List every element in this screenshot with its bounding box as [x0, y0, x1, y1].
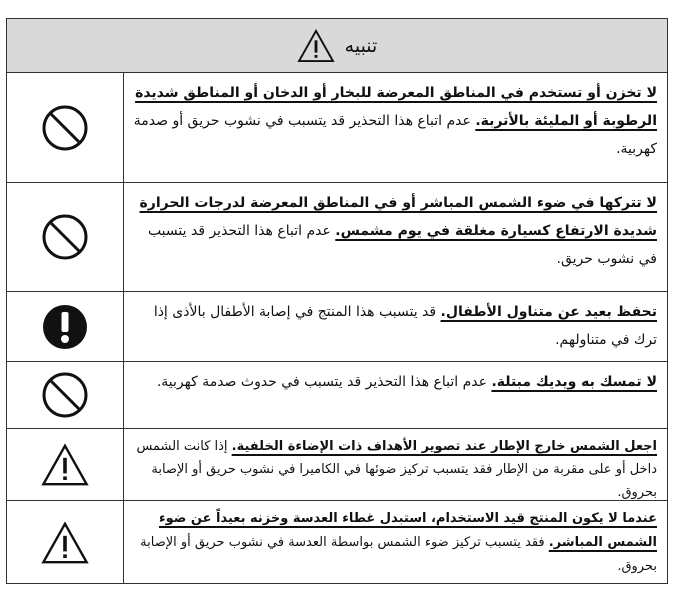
- row-text: [131, 435, 657, 504]
- row-text: [131, 298, 657, 354]
- caution-row: [7, 73, 667, 182]
- row-normal-text: عدم اتباع هذا التحذير قد يتسبب في حدوث صدمة كهربية.: [156, 374, 492, 390]
- row-bold-text: عندما لا يكون المنتج قيد الاستخدام، استبدل غطاء العدسة وخزنه بعيداً عن ضوء الشمس المباشر.: [159, 511, 657, 550]
- row-normal-text: فقد يتسبب تركيز ضوء الشمس بواسطة العدسة في نشوب حريق أو الإصابة بحروق.: [140, 535, 657, 574]
- prohibition-icon: [40, 103, 90, 153]
- prohibition-icon: [40, 370, 90, 420]
- row-bold-text: تحفظ بعيد عن متناول الأطفال.: [440, 304, 657, 320]
- row-bold-text: لا تمسك به ويديك مبتلة.: [491, 374, 657, 390]
- row-text: [131, 189, 657, 273]
- caution-row: [7, 428, 667, 500]
- caution-row: [7, 182, 667, 291]
- row-text: [131, 368, 657, 396]
- caution-row: [7, 291, 667, 361]
- row-normal-text: عدم اتباع هذا التحذير قد يتسبب في نشوب حريق.: [147, 223, 657, 267]
- header-title: تنبيه: [344, 34, 378, 57]
- row-normal-text: إذا كانت الشمس داخل أو على مقربة من الإطار فقد يتسبب تركيز ضوئها في الكاميرا في نشوب حريق أو الإصابة بحروق.: [136, 439, 657, 500]
- warning-triangle-icon: [41, 443, 89, 487]
- caution-row: [7, 500, 667, 585]
- caution-header: [7, 19, 667, 73]
- row-text: [131, 79, 657, 163]
- row-normal-text: عدم اتباع هذا التحذير قد يتسبب في نشوب حريق أو صدمة كهربية.: [133, 113, 657, 157]
- row-bold-text: اجعل الشمس خارج الإطار عند تصوير الأهداف ذات الإضاءة الخلفية.: [231, 439, 657, 454]
- row-bold-text: لا تخزن أو تستخدم في المناطق المعرضة للبخار أو الدخان أو المناطق شديدة الرطوبة أو المليئة بالأتربة.: [135, 85, 657, 129]
- row-normal-text: قد يتسبب هذا المنتج في إصابة الأطفال بالأذى إذا ترك في متناولهم.: [153, 304, 657, 348]
- caution-row: [7, 361, 667, 428]
- warning-triangle-icon: [297, 29, 335, 63]
- caution-table: [6, 18, 668, 584]
- row-text: [131, 507, 657, 579]
- warning-triangle-icon: [41, 521, 89, 565]
- row-bold-text: لا تتركها في ضوء الشمس المباشر أو في المناطق المعرضة لدرجات الحرارة شديدة الارتفاع كسيارة مغلقة في يوم مشمس.: [139, 195, 657, 239]
- prohibition-icon: [40, 212, 90, 262]
- mandatory-exclamation-icon: [40, 302, 90, 352]
